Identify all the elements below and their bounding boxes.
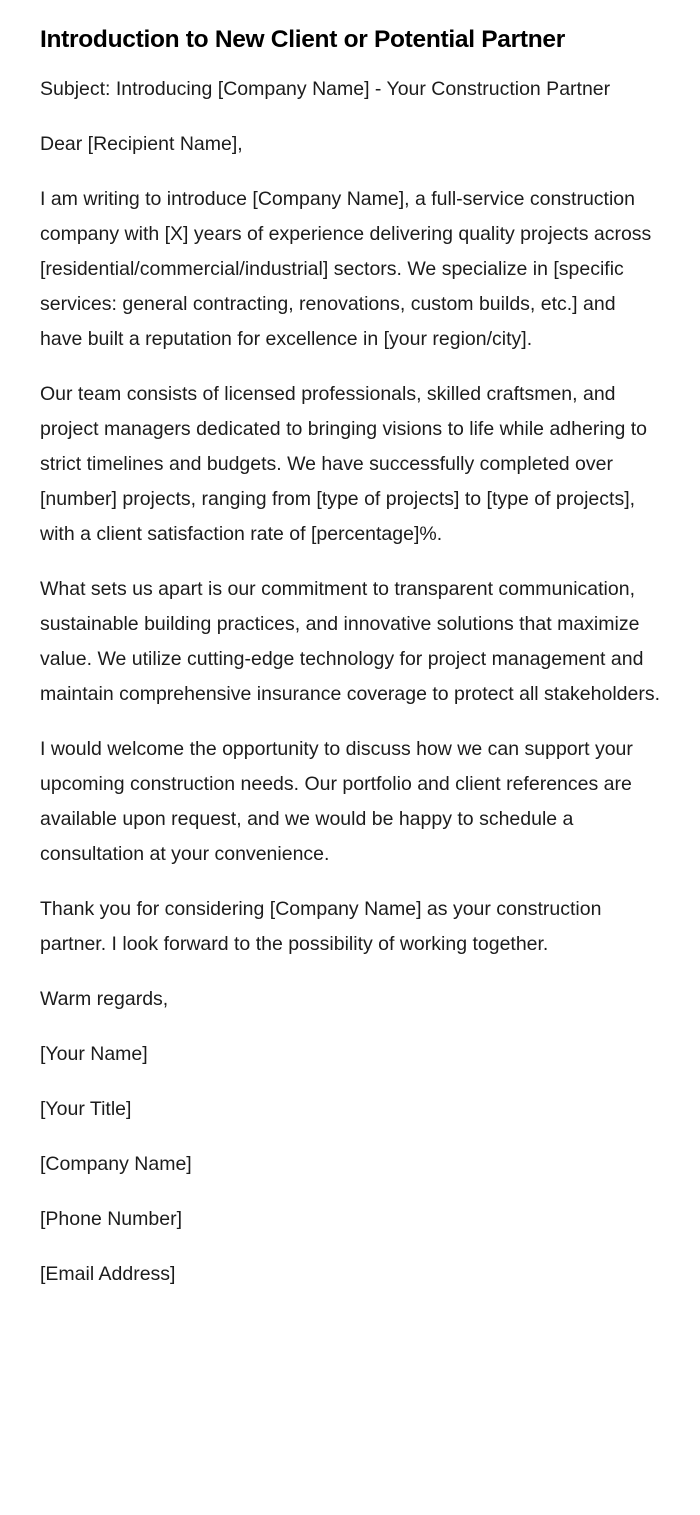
- body-paragraph-thanks: Thank you for considering [Company Name] as your construction partner. I look forward to the possibility of working together.: [40, 898, 602, 955]
- body-paragraph-team: Our team consists of licensed professionals, skilled craftsmen, and project managers dedicated to bringing visions to life while adhering to strict timelines and budgets. We have successfully completed over [number] projects, ranging from [type of projects] to [type of projects], with a client satisfaction rate of [percentage]%.: [40, 383, 648, 545]
- subject-line: Subject: Introducing [Company Name] - Your Construction Partner: [40, 78, 611, 100]
- signature-phone: [Phone Number]: [40, 1208, 182, 1230]
- signature-email: [Email Address]: [40, 1263, 176, 1285]
- body-paragraph-invitation: I would welcome the opportunity to discuss how we can support your upcoming construction needs. Our portfolio and client references are available upon request, and we would be happy to schedule a consultation at your convenience.: [40, 738, 633, 865]
- signature-title: [Your Title]: [40, 1098, 132, 1120]
- body-paragraph-intro: I am writing to introduce [Company Name], a full-service construction company with [X] years of experience delivering quality projects across [residential/commercial/industrial] sectors. We specialize in [specific services: general contracting, renovations, custom builds, etc.] and have built a reputation for excellence in [your region/city].: [40, 188, 652, 350]
- signature-company: [Company Name]: [40, 1153, 192, 1175]
- signature-name: [Your Name]: [40, 1043, 148, 1065]
- body-paragraph-differentiators: What sets us apart is our commitment to transparent communication, sustainable building practices, and innovative solutions that maximize value. We utilize cutting-edge technology for project management and maintain comprehensive insurance coverage to protect all stakeholders.: [40, 578, 661, 705]
- greeting: Dear [Recipient Name],: [40, 133, 243, 155]
- document-title: Introduction to New Client or Potential Partner: [40, 26, 565, 53]
- closing-salutation: Warm regards,: [40, 988, 169, 1010]
